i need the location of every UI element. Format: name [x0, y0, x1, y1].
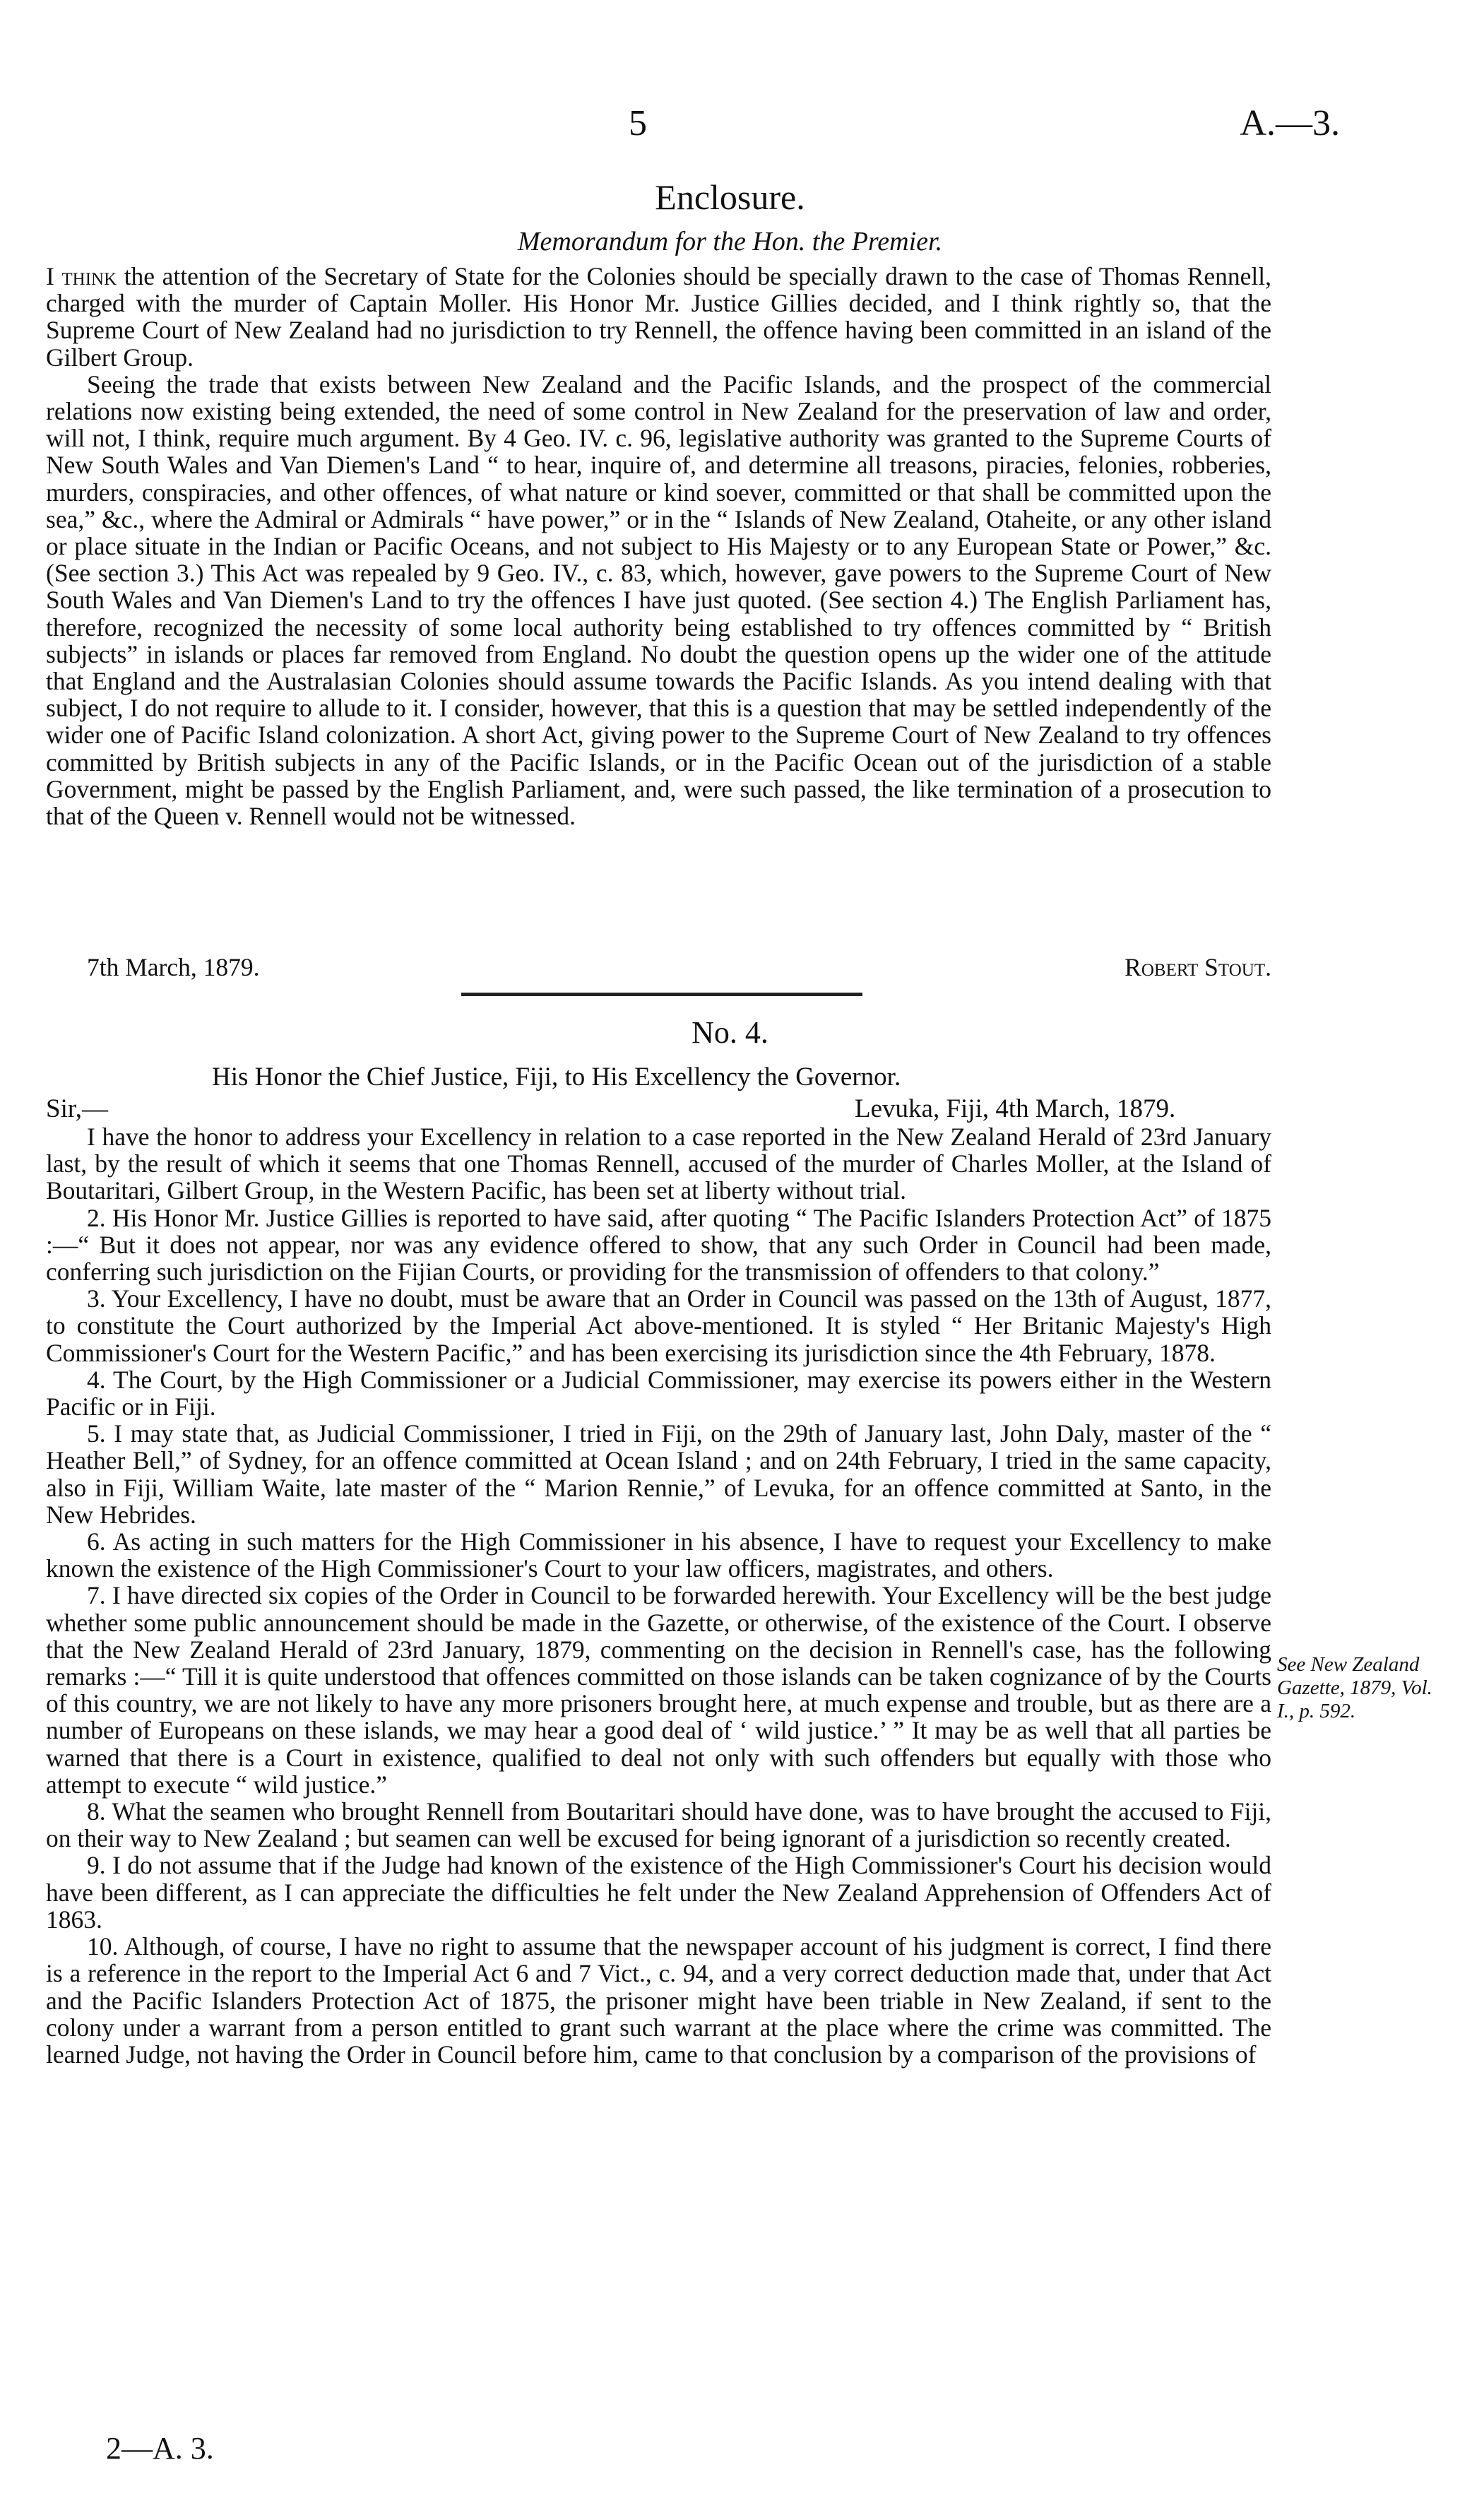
- letter-addressee: His Honor the Chief Justice, Fiji, to His Excellency the Governor.: [212, 1063, 901, 1092]
- memo-subtitle: Memorandum for the Hon. the Premier.: [517, 227, 943, 256]
- enclosure-signer: Robert Stout.: [1124, 953, 1271, 981]
- page-number: 5: [629, 103, 647, 143]
- letter-paragraph-1: I have the honor to address your Excellency in relation to a case reported in the New Zealand Herald of 23rd January last, by the result of which it seems that one Thomas Rennell, accused of the murder of Charles Moller, at the Island of Boutaritari, Gilbert Group, in the Western Pacific, has been set at liberty without trial.: [46, 1123, 1271, 1205]
- letter-paragraph-3: 3. Your Excellency, I have no doubt, must be aware that an Order in Council was passed on the 13th of August, 1877, to constitute the Court authorized by the Imperial Act above-mentioned. It is styled “ Her Britanic Majesty's High Commissioner's Court for the Western Pacific,” and has been exercising its jurisdiction since the 4th February, 1878.: [46, 1284, 1271, 1367]
- enclosure-paragraph-1: [46, 263, 1271, 371]
- letter-number: No. 4.: [692, 1015, 768, 1050]
- letter-body: [46, 1123, 1271, 2068]
- lead-words: I think: [46, 262, 117, 290]
- section-divider: [461, 993, 862, 996]
- letter-paragraph-8: 8. What the seamen who brought Rennell from Boutaritari should have done, was to have brought the accused to Fiji, on their way to New Zealand ; but seamen can well be excused for being ignorant of a jurisdiction so recently created.: [46, 1797, 1271, 1853]
- letter-place-date: Levuka, Fiji, 4th March, 1879.: [855, 1094, 1176, 1123]
- footer-signature-mark: 2—A. 3.: [106, 2431, 214, 2466]
- letter-paragraph-6: 6. As acting in such matters for the High Commissioner in his absence, I have to request your Excellency to make known the existence of the High Commissioner's Court to your law officers, magistrates, and others.: [46, 1527, 1271, 1583]
- letter-paragraph-7: 7. I have directed six copies of the Order in Council to be forwarded herewith. Your Excellency will be the best judge whether some public announcement should be made in the Gazette, or otherwise, of the existence of the Court. I observe that the New Zealand Herald of 23rd January, 1879, commenting on the decision in Rennell's case, has the following remarks :—“ Till it is quite understood that offences committed on those islands can be taken cognizance of by the Courts of this country, we are not likely to have any more prisoners brought here, at much expense and trouble, but as there are a number of Europeans on these islands, we may hear a good deal of ‘ wild justice.’ ” It may be as well that all parties be warned that there is a Court in existence, qualified to deal not only with such offenders but equally with those who attempt to execute “ wild justice.”: [46, 1581, 1271, 1799]
- letter-paragraph-10: 10. Although, of course, I have no right to assume that the newspaper account of his judgment is correct, I find there is a reference in the report to the Imperial Act 6 and 7 Vict., c. 94, and a very correct deduction made that, under that Act and the Pacific Islanders Protection Act of 1875, the prisoner might have been triable in New Zealand, if sent to the colony under a warrant from a person entitled to grant such warrant at the place where the crime was committed. The learned Judge, not having the Order in Council before him, came to that conclusion by a comparison of the provisions of: [46, 1932, 1271, 2069]
- enclosure-paragraph-2: Seeing the trade that exists between New Zealand and the Pacific Islands, and the prospect of the commercial relations now existing being extended, the need of some control in New Zealand for the preservation of law and order, will not, I think, require much argument. By 4 Geo. IV. c. 96, legislative authority was granted to the Supreme Courts of New South Wales and Van Diemen's Land “ to hear, inquire of, and determine all treasons, piracies, felonies, robberies, murders, conspiracies, and other offences, of what nature or kind soever, committed or that shall be committed upon the sea,” &c., where the Admiral or Admirals “ have power,” or in the “ Islands of New Zealand, Otaheite, or any other island or place situate in the Indian or Pacific Oceans, and not subject to His Majesty or to any European State or Power,” &c. (See section 3.) This Act was repealed by 9 Geo. IV., c. 83, which, however, gave powers to the Supreme Court of New South Wales and Van Diemen's Land to try the offences I have just quoted. (See section 4.) The English Parliament has, therefore, recognized the necessity of some local authority being established to try offences committed by “ British subjects” in islands or places far removed from England. No doubt the question opens up the wider one of the attitude that England and the Australasian Colonies should assume towards the Pacific Islands. As you intend dealing with that subject, I do not require to allude to it. I consider, however, that this is a question that may be settled independently of the wider one of Pacific Island colonization. A short Act, giving power to the Supreme Court of New Zealand to try offences committed by British subjects in any of the Pacific Islands, or in the Pacific Ocean out of the jurisdiction of a stable Government, might be passed by the English Parliament, and, were such passed, the like termination of a prosecution to that of the Queen v. Rennell would not be witnessed.: [46, 369, 1271, 831]
- enclosure-date: 7th March, 1879.: [87, 953, 260, 981]
- margin-note: See New Zealand Gazette, 1879, Vol. I., p. 592.: [1277, 1653, 1432, 1722]
- letter-paragraph-9: 9. I do not assume that if the Judge had known of the existence of the High Commissioner's Court his decision would have been different, as I can appreciate the difficulties he felt under the New Zealand Apprehension of Offenders Act of 1863.: [46, 1851, 1271, 1934]
- enclosure-body: [46, 263, 1271, 829]
- paragraph-text: the attention of the Secretary of State for the Colonies should be specially drawn to the case of Thomas Rennell, charged with the murder of Captain Moller. His Honor Mr. Justice Gillies decided, and I think rightly so, that the Supreme Court of New Zealand had no jurisdiction to try Rennell, the offence having been committed in an island of the Gilbert Group.: [46, 262, 1271, 372]
- letter-paragraph-2: 2. His Honor Mr. Justice Gillies is reported to have said, after quoting “ The Pacific Islanders Protection Act” of 1875 :—“ But it does not appear, nor was any evidence offered to show, that any such Order in Council had been made, conferring such jurisdiction on the Fijian Courts, or providing for the transmission of offenders to that colony.”: [46, 1203, 1271, 1286]
- page-reference: A.—3.: [1240, 103, 1340, 143]
- enclosure-title: Enclosure.: [655, 177, 805, 217]
- letter-paragraph-4: 4. The Court, by the High Commissioner or a Judicial Commissioner, may exercise its powers either in the Western Pacific or in Fiji.: [46, 1365, 1271, 1421]
- letter-salutation: Sir,—: [46, 1094, 108, 1123]
- letter-paragraph-5: 5. I may state that, as Judicial Commissioner, I tried in Fiji, on the 29th of January last, John Daly, master of the “ Heather Bell,” of Sydney, for an offence committed at Ocean Island ; and on 24th February, I tried in the same capacity, also in Fiji, William Waite, late master of the “ Marion Rennie,” of Levuka, for an offence committed at Santo, in the New Hebrides.: [46, 1419, 1271, 1529]
